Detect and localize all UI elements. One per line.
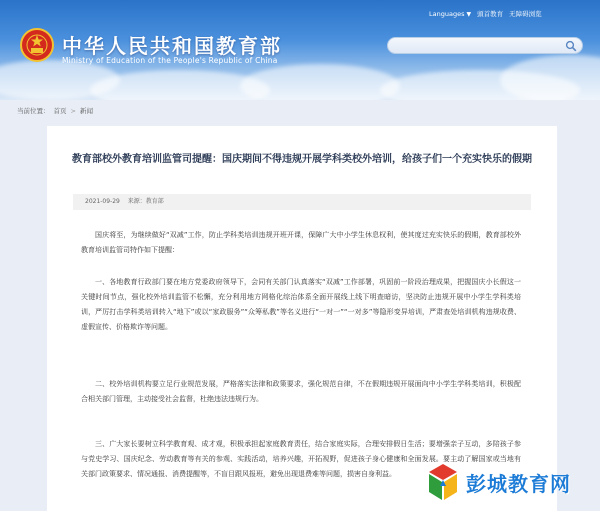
mobile-link[interactable]: 頭首教育 (477, 10, 504, 18)
article-panel (47, 126, 557, 511)
breadcrumb-home[interactable]: 首页 (53, 107, 67, 115)
article-paragraph: 国庆将至，为继续做好“双减”工作，防止学科类培训违规开班开课，保障广大中小学生休息权利，使其度过充实快乐的假期，教育部校外教育培训监管司特作如下提醒： (81, 231, 521, 254)
article-paragraph: 三、广大家长要树立科学教育观、成才观，积极承担起家庭教育责任，结合家庭实际，合理安排假日生活；要增强亲子互动，多陪孩子参与党史学习、国庆纪念、劳动教育等有关的参观、实践活动，培养兴趣，开拓视野，促进孩子身心健康和全面发展。要主动了解国家或当地有关部门政策要求、情况通报、消费提醒等，不盲目跟风报班，避免出现退费难等问题，损害自身利益。 (81, 440, 521, 478)
accessibility-link[interactable]: 无障碍浏览 (509, 10, 542, 18)
chevron-down-icon: ▼ (466, 10, 472, 18)
article-source: 来源：教育部 (127, 198, 164, 205)
languages-link[interactable]: Languages ▼ (429, 9, 472, 18)
breadcrumb (17, 106, 93, 115)
watermark-text: 彭城教育网 (466, 471, 571, 496)
book-logo-icon (426, 462, 460, 502)
article-paragraph: 二、校外培训机构要立足行业规范发展，严格落实法律和政策要求，强化规范自律，不在假期违规开展面向中小学生学科类培训，积极配合相关部门管理，主动接受社会监督，杜绝违法违规行为。 (81, 380, 521, 403)
article-paragraph: 一、各地教育行政部门要在地方党委政府领导下，会同有关部门认真落实“双减”工作部署，巩固前一阶段治理成果，把握国庆小长假这一关键时间节点，强化校外培训监管不松懈，充分利用地方网格化综治体系全面开展线上线下明查暗访，坚决防止违规开展中小学生学科类培训，严厉打击学科类培训转入“地下”或以“家政服务”“众筹私教”等名义进行“一对一”“一对多”等隐形变异培训，严肃查处培训机构违规收费、虚假宣传、价格欺诈等问题。 (81, 278, 521, 331)
article-date: 2021-09-29 (85, 198, 120, 205)
site-title[interactable]: 中华人民共和国教育部 (62, 34, 282, 58)
watermark (426, 460, 596, 504)
search-input[interactable] (387, 37, 583, 54)
site-header (0, 0, 600, 100)
national-emblem-icon[interactable] (20, 28, 54, 62)
article-title: 教育部校外教育培训监管司提醒：国庆期间不得违规开展学科类校外培训，给孩子们一个充实快乐的假期 (72, 154, 532, 165)
breadcrumb-separator: > (70, 106, 76, 115)
article-meta (73, 194, 531, 210)
search-icon[interactable] (565, 40, 577, 52)
top-links (429, 9, 542, 18)
breadcrumb-current[interactable]: 新闻 (79, 107, 93, 115)
site-subtitle: Ministry of Education of the People's Republic of China (62, 56, 278, 65)
breadcrumb-label: 当前位置： (17, 107, 50, 115)
